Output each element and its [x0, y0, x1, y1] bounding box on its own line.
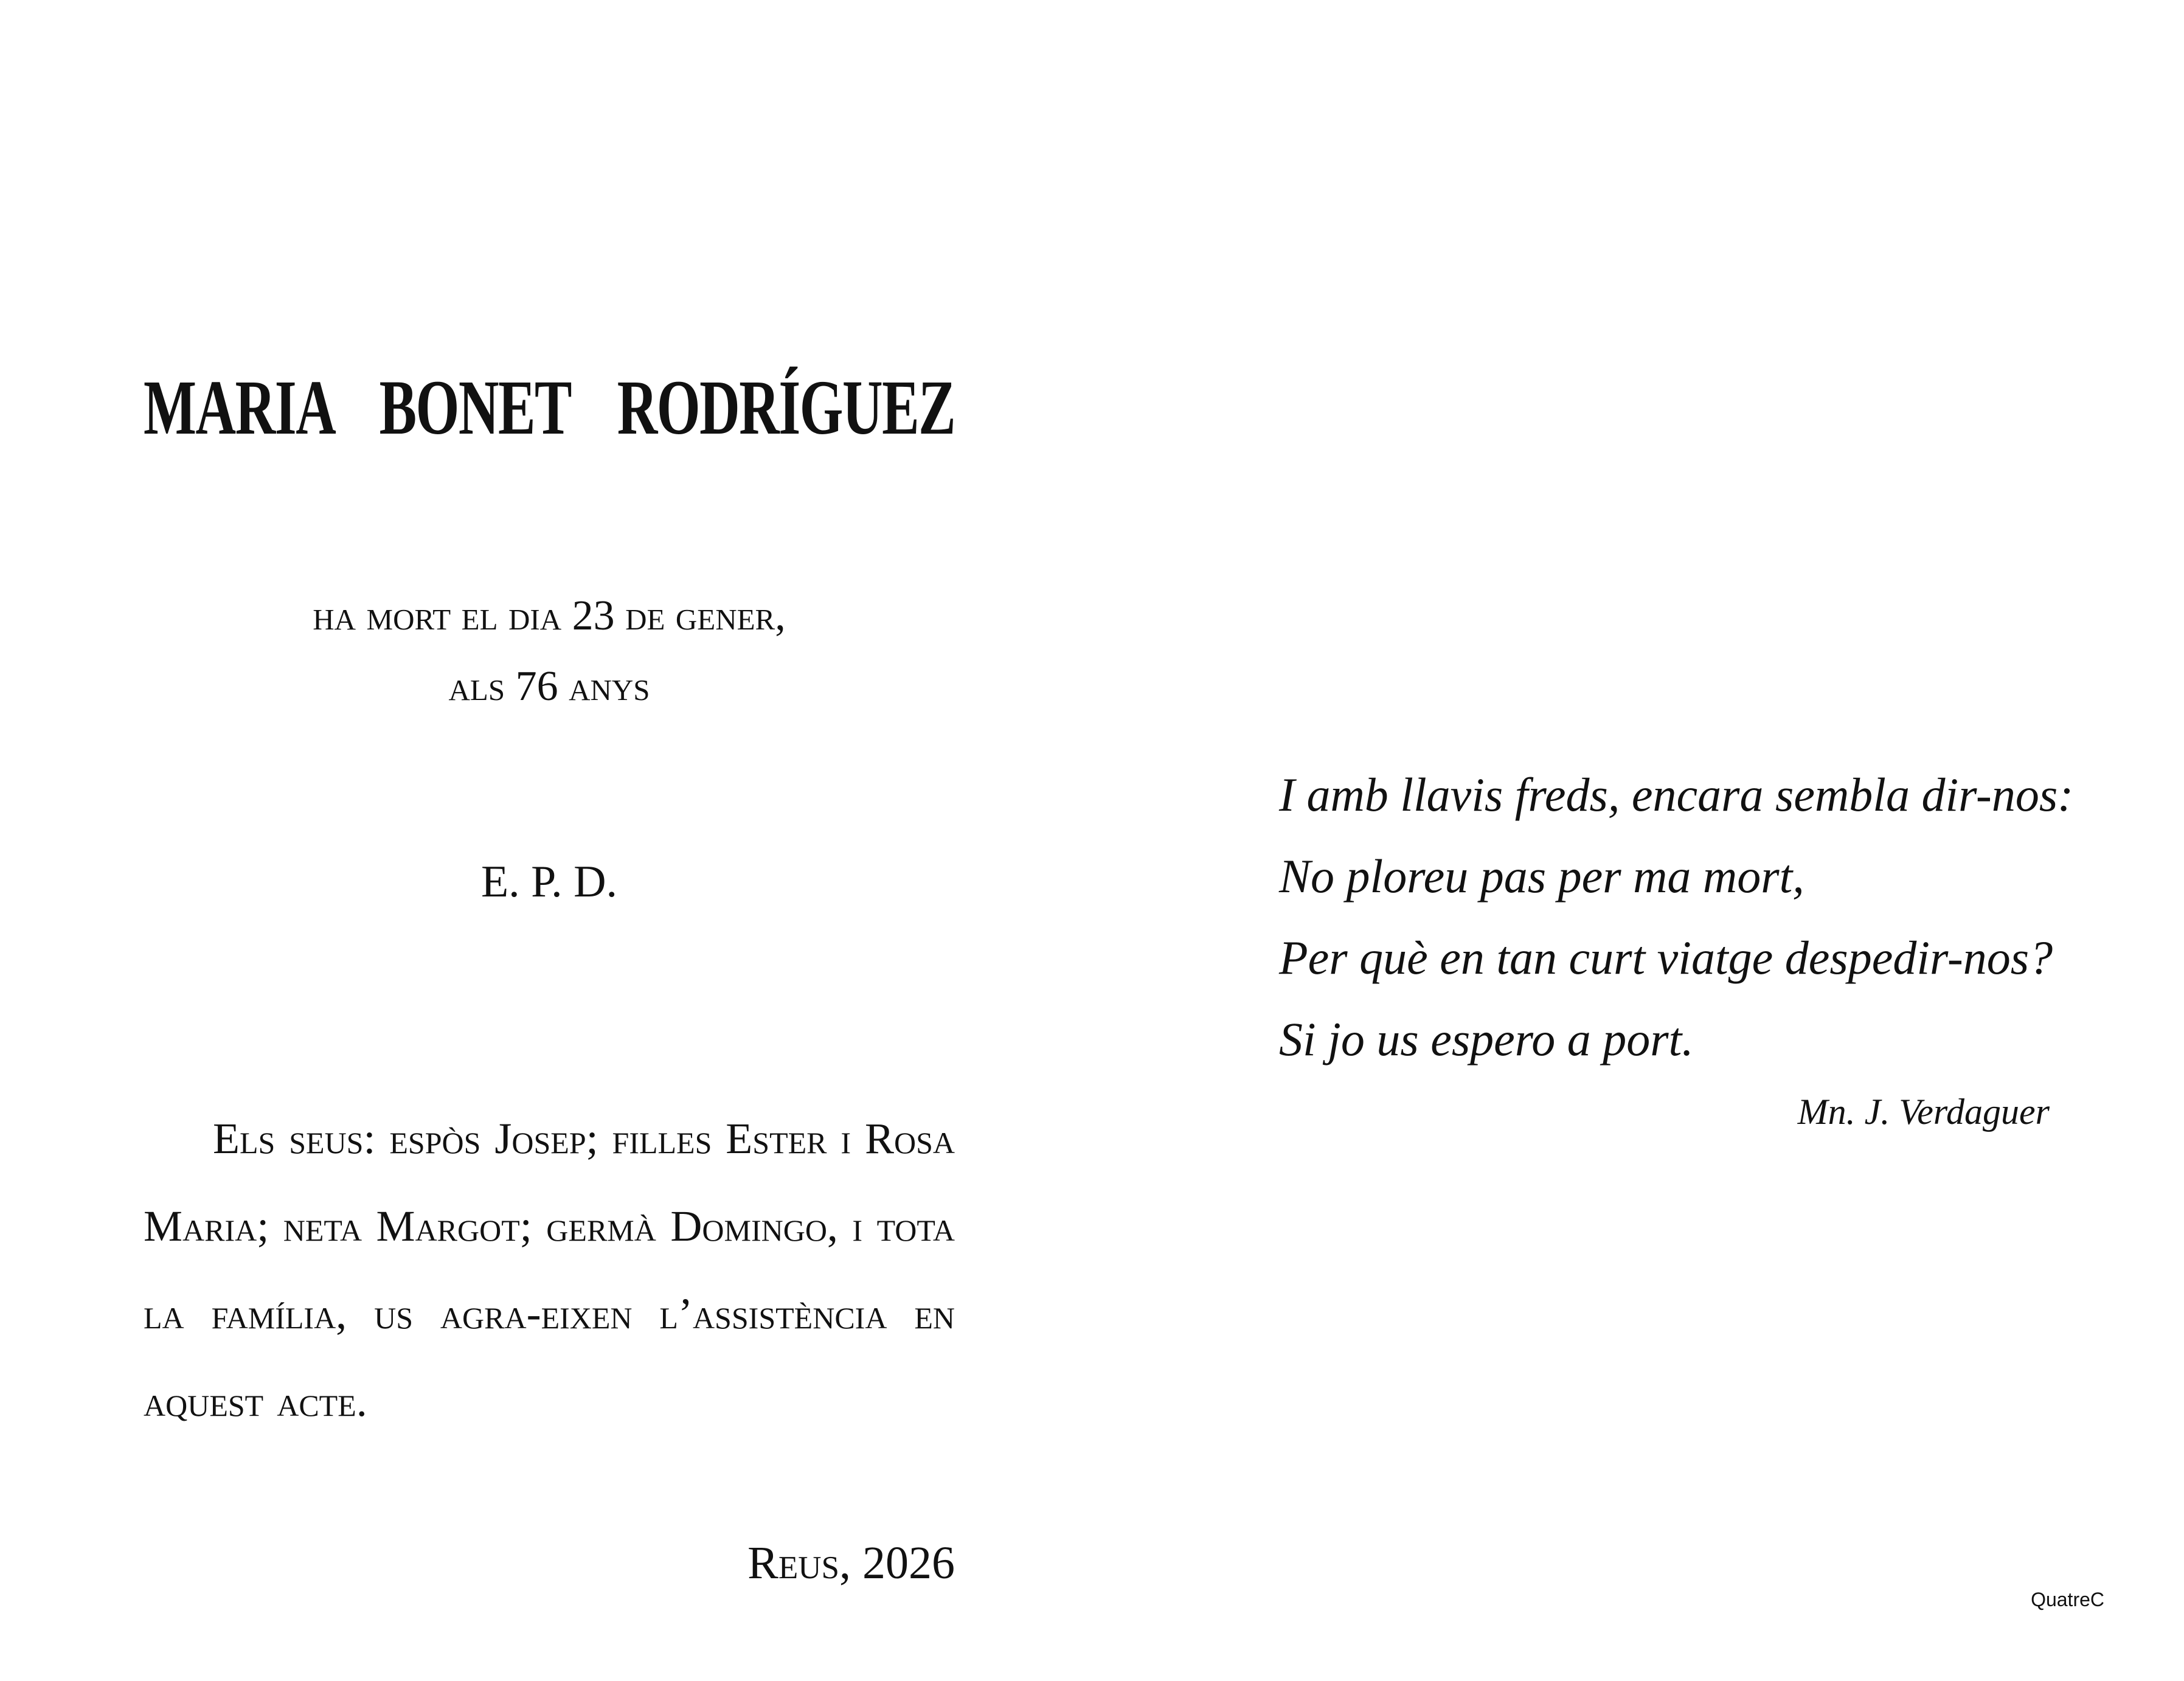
family-thanks-paragraph: Els seus: espòs Josep; filles Ester i Rosa Maria; neta Margot; germà Domingo, i tota la família, us agra-eixen l’assistència en aquest acte.: [144, 1114, 955, 1426]
epd-abbreviation: E. P. D.: [480, 857, 618, 907]
deceased-name: MARIA BONET RODRÍGUEZ: [144, 364, 955, 451]
poem-block: [1279, 754, 2074, 1132]
poem-line: I amb llavis freds, encara sembla dir-nos:: [1279, 768, 2074, 821]
left-column: [144, 0, 955, 1681]
place-and-year: Reus, 2026: [747, 1537, 955, 1589]
poem-line: Per què en tan curt viatge despedir-nos?: [1279, 931, 2053, 984]
death-notice: [144, 581, 955, 722]
death-date-line: ha mort el dia 23 de gener,: [313, 592, 786, 639]
printer-mark: QuatreC: [2031, 1589, 2104, 1610]
poem-author: Mn. J. Verdaguer: [1797, 1092, 2050, 1132]
poem-line: Si jo us espero a port.: [1279, 1013, 1694, 1066]
poem-line: No ploreu pas per ma mort,: [1279, 850, 1804, 903]
age-line: als 76 anys: [448, 663, 650, 710]
